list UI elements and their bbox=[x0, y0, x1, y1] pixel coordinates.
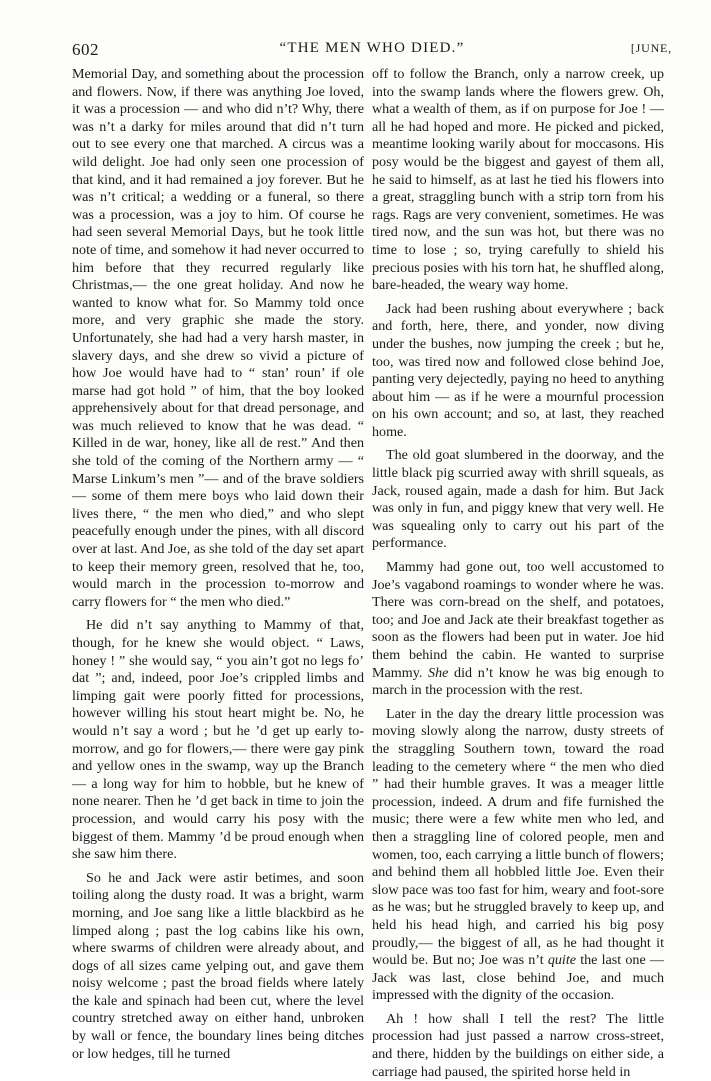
paragraph-text: So he and Jack were astir betimes, and soon toiling along the dusty road. It was a bright, warm morning, and Joe sang like a little blackbird as he limped along ; past the log cabins like his own, where swarms of children were already about, and dogs of all sizes came yelping out, and gave them noisy welcome ; past the broad fields where lately the kale and spinach had been cut, where the level country stretched away on either hand, unbroken by wall or fence, the boundary lines being ditches or low hedges, till he turned bbox=[72, 869, 364, 1062]
paragraph bbox=[72, 66, 364, 611]
issue-month: [JUNE, bbox=[630, 41, 672, 55]
paragraph-text: Mammy had gone out, too well accustomed to Joe’s vagabond roamings to wonder where he was. There was corn-bread on the shelf, and potatoes, too; and Joe and Jack ate their breakfast together as soon as the flowers had been put in water. Joe hid them behind the cabin. He wanted to surprise Mammy. bbox=[372, 559, 664, 681]
paragraph-text: He did n’t say anything to Mammy of that, though, for he knew she would object. “ Laws, honey ! ” she would say, “ you ain’t got no legs fo’ dat ”; and, indeed, poor Joe’s crippled limbs and limping gait were poorly fitted for processions, however willing his stout heart might be. No, he would n’t say a word ; but he ’d get up early to-morrow, and go for flowers,— there were gay pink and yellow ones in the swamp, way up the Branch — a long way for him to hobble, but he knew of none nearer. Then he ’d get back in time to join the procession, and would carry his posy with the biggest of them. Mammy ’d be proud enough when she saw him there. bbox=[72, 617, 364, 863]
article-title: “THE MEN WHO DIED.” bbox=[279, 40, 465, 56]
paragraph-text: the last one — Jack was last, close behind Joe, and much impressed with the dignity of the occasion. bbox=[372, 952, 664, 1004]
paragraph-text: off to follow the Branch, only a narrow creek, up into the swamp lands where the flowers grew. Oh, what a wealth of them, as if on purpose for Joe ! — all he had hoped and more. He picked and picked, meantime looking warily about for moccasons. His posy would be the biggest and gayest of them all, he said to himself, as at last he tied his flowers into a great, straggling bunch with a strip torn from his rags. Rags are very convenient, sometimes. He was tired now, and the sun was hot, but there was no time to lose ; so, trying carefully to shield his precious posies with his torn hat, he shuffled along, bare-headed, the weary way home. bbox=[372, 66, 664, 294]
paragraph-text: Later in the day the dreary little procession was moving slowly along the narrow, dusty streets of the straggling Southern town, toward the road leading to the cemetery where “ the men who died ” had their humble graves. It was a meager little procession, indeed. A drum and fife furnished the music; there were a few white men who led, and then a straggling line of colored people, men and women, too, each carrying a little bunch of flowers; and behind them all hobbled little Joe. Even their slow pace was too fast for him, weary and foot-sore as he was; but he struggled bravely to keep up, and held his head high, and carried his big posy proudly,— the biggest of all, as he had thought it would be. But no; Joe was n’t bbox=[372, 705, 664, 969]
running-head bbox=[72, 40, 672, 62]
paragraph-text: The old goat slumbered in the doorway, and the little black pig scurried away with shrill squeals, as Jack, roused again, made a dash for him. But Jack was only in fun, and piggy knew that very well. He was squealing only to carry out his part of the performance. bbox=[372, 447, 664, 552]
paragraph-text: Memorial Day, and something about the procession and flowers. Now, if there was anything Joe loved, it was a procession — and who did n’t? Why, there was n’t a darky for miles around that did n’t turn out to see every one that marched. A circus was a wild delight. Joe had only seen one procession of that kind, and it had remained a joy forever. But he was n’t critical; a wedding or a funeral, so there was a procession, was a joy to him. Of course he had seen several Memorial Days, but he took little note of time, and somehow it had never occurred to him before that they recurred regularly like Christmas,— the one great holiday. And now he wanted to know what for. So Mammy told once more, and very graphic she made the story. Unfortunately, she had had a very harsh master, in slavery days, and she drew so vivid a picture of how Joe would have had to “ stan’ roun’ if ole marse had got hold ” of him, that the boy looked apprehensively about for that dread personage, and was much relieved to know that he was dead. “ Killed in de war, honey, like all de rest.” And then she told of the coming of the Northern army — “ Marse Linkum’s men ”— and of the brave soldiers — some of them mere boys who laid down their lives there, “ the men who died,” and who slept peacefully enough under the pines, with all discord over at last. And Joe, as she told of the day set apart to keep their memory green, resolved that he, too, would march in the procession to-morrow and carry flowers for “ the men who died.” bbox=[72, 66, 364, 610]
paragraph-text: did n’t know he was big enough to march in the procession with the rest. bbox=[372, 664, 665, 699]
paragraph bbox=[372, 66, 664, 295]
paragraph bbox=[72, 870, 364, 1064]
paragraph-text: Jack had been rushing about everywhere ; back and forth, here, there, and yonder, now diving under the bushes, now jumping the creek ; but he, too, was tired now and followed close behind Joe, panting very dejectedly, paying no heed to anything about him — as if he were a mournful procession on his own account; and so, at last, they reached home. bbox=[372, 300, 664, 440]
paragraph bbox=[72, 617, 364, 863]
italic-text: She bbox=[428, 664, 449, 681]
paragraph-text: Ah ! how shall I tell the rest? The little procession had just passed a narrow cross-street, and there, hidden by the buildings on either side, a carriage had paused, the spirited horse held in bbox=[372, 1010, 664, 1080]
right-text-column bbox=[372, 66, 664, 1081]
paragraph bbox=[372, 1011, 664, 1081]
left-text-column bbox=[72, 66, 364, 1063]
paragraph bbox=[372, 559, 664, 700]
paragraph bbox=[372, 301, 664, 442]
page-number: 602 bbox=[72, 40, 99, 59]
paragraph bbox=[372, 447, 664, 553]
italic-text: quite bbox=[547, 952, 577, 969]
paragraph bbox=[372, 706, 664, 1005]
